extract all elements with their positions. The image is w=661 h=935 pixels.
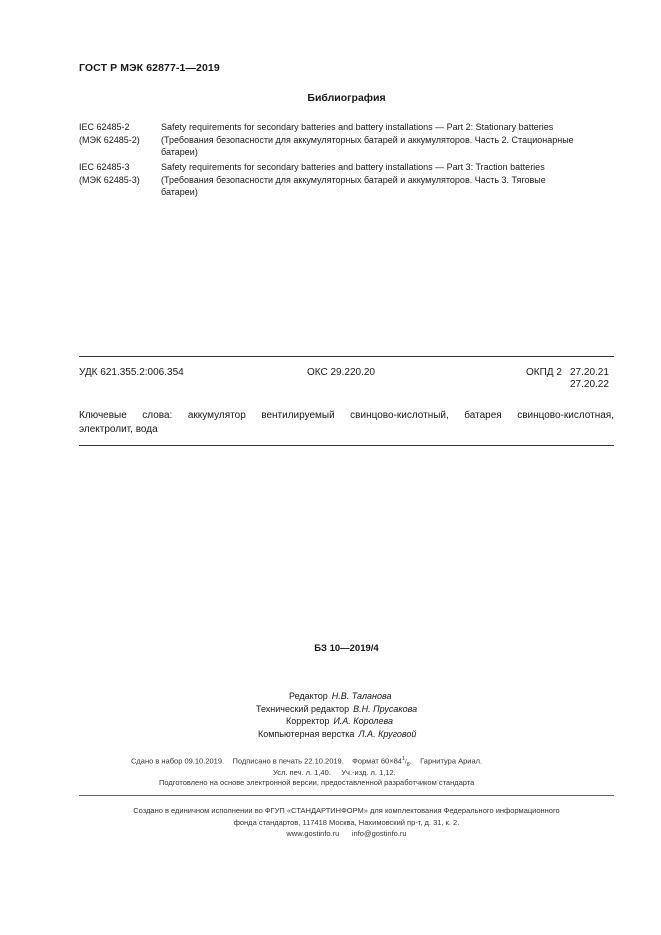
okpd-code-2: 27.20.22 (570, 379, 609, 390)
footer-line-1: Создано в единичном исполнении во ФГУП «СТАНДАРТИНФОРМ» для комплектования Федерального информационного (133, 806, 560, 815)
divider-top (79, 356, 614, 357)
entry-title-en: Safety requirements for secondary batteries and battery installations — Part 2: Stationary batteries (161, 122, 554, 132)
keywords (79, 409, 614, 436)
document-code: ГОСТ Р МЭК 62877-1—2019 (79, 62, 220, 74)
staff-tech-editor (256, 703, 417, 716)
footer-contacts (79, 828, 614, 840)
print-info-line-1: Сдано в набор 09.10.2019. Подписано в печать 22.10.2019. Формат $60\times 84^1/_8$. Гарнитура Ариал. (131, 756, 483, 768)
bibliography-entry (79, 121, 614, 159)
entry-title-ru: (Требования безопасности для аккумуляторных батарей и аккумуляторов. Часть 3. Тяговые (161, 174, 546, 185)
bibliography-entry (79, 161, 614, 199)
udk-code: УДК 621.355.2:006.354 (79, 367, 184, 378)
divider-bottom (79, 445, 614, 446)
staff-layout (258, 728, 416, 741)
entry-title-en: Safety requirements for secondary batteries and battery installations — Part 3: Traction batteries (161, 162, 545, 172)
footer-line-2: фонда стандартов, 117418 Москва, Нахимовский пр-т, д. 31, к. 2. (233, 817, 460, 827)
staff-role: Технический редактор (256, 703, 350, 714)
print-pub-sheets: Уч.-изд. л. 1,12. (341, 768, 396, 777)
keywords-line-1: Ключевые слова: аккумулятор вентилируемый свинцово-кислотный, батарея свинцово-кислотная, (79, 410, 614, 421)
iec-code: IEC 62485-2 (79, 122, 130, 132)
entry-title-ru-cont: батареи) (161, 147, 198, 157)
staff-role: Компьютерная верстка (258, 728, 355, 739)
print-format: Формат 60×84 (352, 756, 402, 766)
print-info-line-2 (273, 768, 396, 777)
print-sheets: Усл. печ. л. 1,40. (273, 768, 331, 777)
print-font: Гарнитура Ариал. (420, 756, 483, 766)
bz-number: БЗ 10—2019/4 (314, 643, 379, 654)
print-prepared: Подготовлено на основе электронной версии, предоставленной разработчиком стандарта (159, 778, 475, 787)
staff-name: Н.В. Таланова (331, 691, 392, 701)
staff-role: Корректор (286, 716, 330, 726)
publisher-footer (79, 805, 614, 840)
oks-code: ОКС 29.220.20 (307, 367, 375, 378)
staff-name: В.Н. Прусакова (353, 703, 418, 714)
staff-role: Редактор (289, 691, 328, 701)
footer-site-link[interactable]: www.gostinfo.ru (286, 829, 340, 838)
iec-code: IEC 62485-3 (79, 162, 130, 172)
okpd-code-1: 27.20.21 (570, 367, 609, 378)
okpd-label: ОКПД 2 (526, 367, 562, 378)
keywords-line-2: электролит, вода (79, 423, 158, 435)
footer-email-link[interactable]: info@gostinfo.ru (351, 829, 407, 838)
divider-footer (79, 795, 614, 796)
staff-corrector (286, 715, 393, 728)
staff-editor (289, 690, 392, 703)
bibliography-entry-code (79, 161, 159, 186)
bibliography-entry-code (79, 121, 159, 146)
mek-code: (МЭК 62485-2) (79, 134, 140, 145)
staff-name: Л.А. Круговой (358, 728, 417, 739)
bibliography-entry-text (161, 121, 614, 159)
print-signed: Подписано в печать 22.10.2019. (232, 756, 344, 766)
mek-code: (МЭК 62485-3) (79, 174, 140, 185)
print-submitted: Сдано в набор 09.10.2019. (131, 756, 225, 766)
entry-title-ru: (Требования безопасности для аккумуляторных батарей и аккумуляторов. Часть 2. Стационарные (161, 134, 574, 145)
bibliography-title: Библиография (307, 92, 386, 104)
staff-name: И.А. Королева (333, 716, 393, 726)
print-format-den: 8 (406, 762, 410, 768)
bibliography-entry-text (161, 161, 614, 199)
entry-title-ru-cont: батареи) (161, 187, 198, 197)
print-format-num: 1 (401, 756, 405, 762)
